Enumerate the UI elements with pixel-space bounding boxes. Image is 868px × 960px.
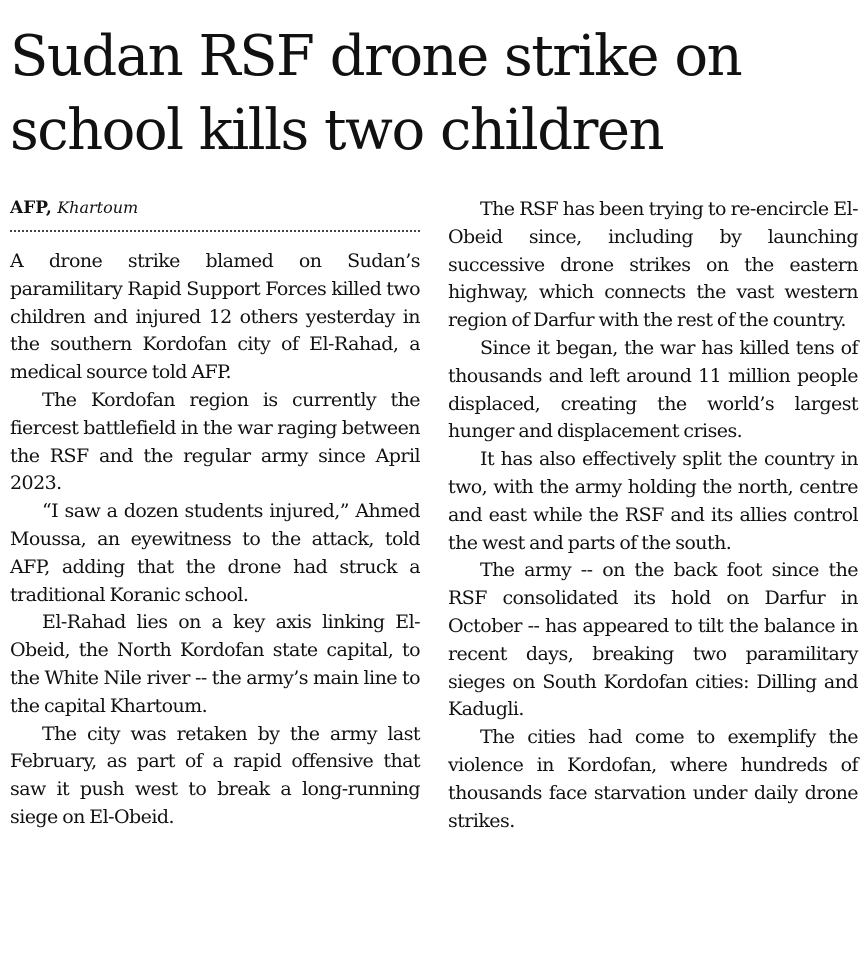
paragraph: Since it began, the war has killed tens of thousands and left around 11 million people displaced, creating the world’s largest hunger and displacement crises.: [448, 336, 858, 443]
headline-line-2: school kills two children: [10, 98, 664, 163]
paragraph: A drone strike blamed on Sudan’s paramilitary Rapid Support Forces killed two children and injured 12 others yesterday in the southern Kordofan city of El-Rahad, a medical source told AFP.: [10, 250, 420, 384]
byline: [10, 196, 420, 232]
paragraph: The RSF has been trying to re-encircle El-Obeid since, including by launching successive drone strikes on the eastern highway, which connects the vast western region of Darfur with the rest of the country.: [448, 198, 858, 332]
paragraph: The cities had come to exemplify the violence in Kordofan, where hundreds of thousands face starvation under daily drone strikes.: [448, 726, 858, 832]
paragraph: El-Rahad lies on a key axis linking El-Obeid, the North Kordofan state capital, to the White Nile river -- the army’s main line to the capital Khartoum.: [10, 611, 420, 717]
paragraph: It has also effectively split the country in two, with the army holding the north, centre and east while the RSF and its allies control the west and parts of the south.: [448, 448, 858, 554]
paragraph: “I saw a dozen students injured,” Ahmed Moussa, an eyewitness to the attack, told AFP, adding that the drone had struck a traditional Koranic school.: [10, 500, 420, 606]
paragraph: The army -- on the back foot since the RSF consolidated its hold on Darfur in October -- has appeared to tilt the balance in recent days, breaking two paramilitary sieges on South Kordofan cities: Dilling and Kadugli.: [448, 559, 858, 721]
headline-line-1: Sudan RSF drone strike on: [10, 24, 742, 89]
article-column-left: [10, 248, 420, 832]
paragraph: The Kordofan region is currently the fiercest battlefield in the war raging between the RSF and the regular army since April 2023.: [10, 388, 420, 495]
byline-location: Khartoum: [57, 198, 139, 217]
byline-agency: AFP,: [10, 198, 52, 218]
headline: [10, 20, 860, 168]
paragraph: The city was retaken by the army last February, as part of a rapid offensive that saw it push west to break a long-running siege on El-Obeid.: [10, 722, 420, 828]
article-column-right: [448, 196, 858, 835]
